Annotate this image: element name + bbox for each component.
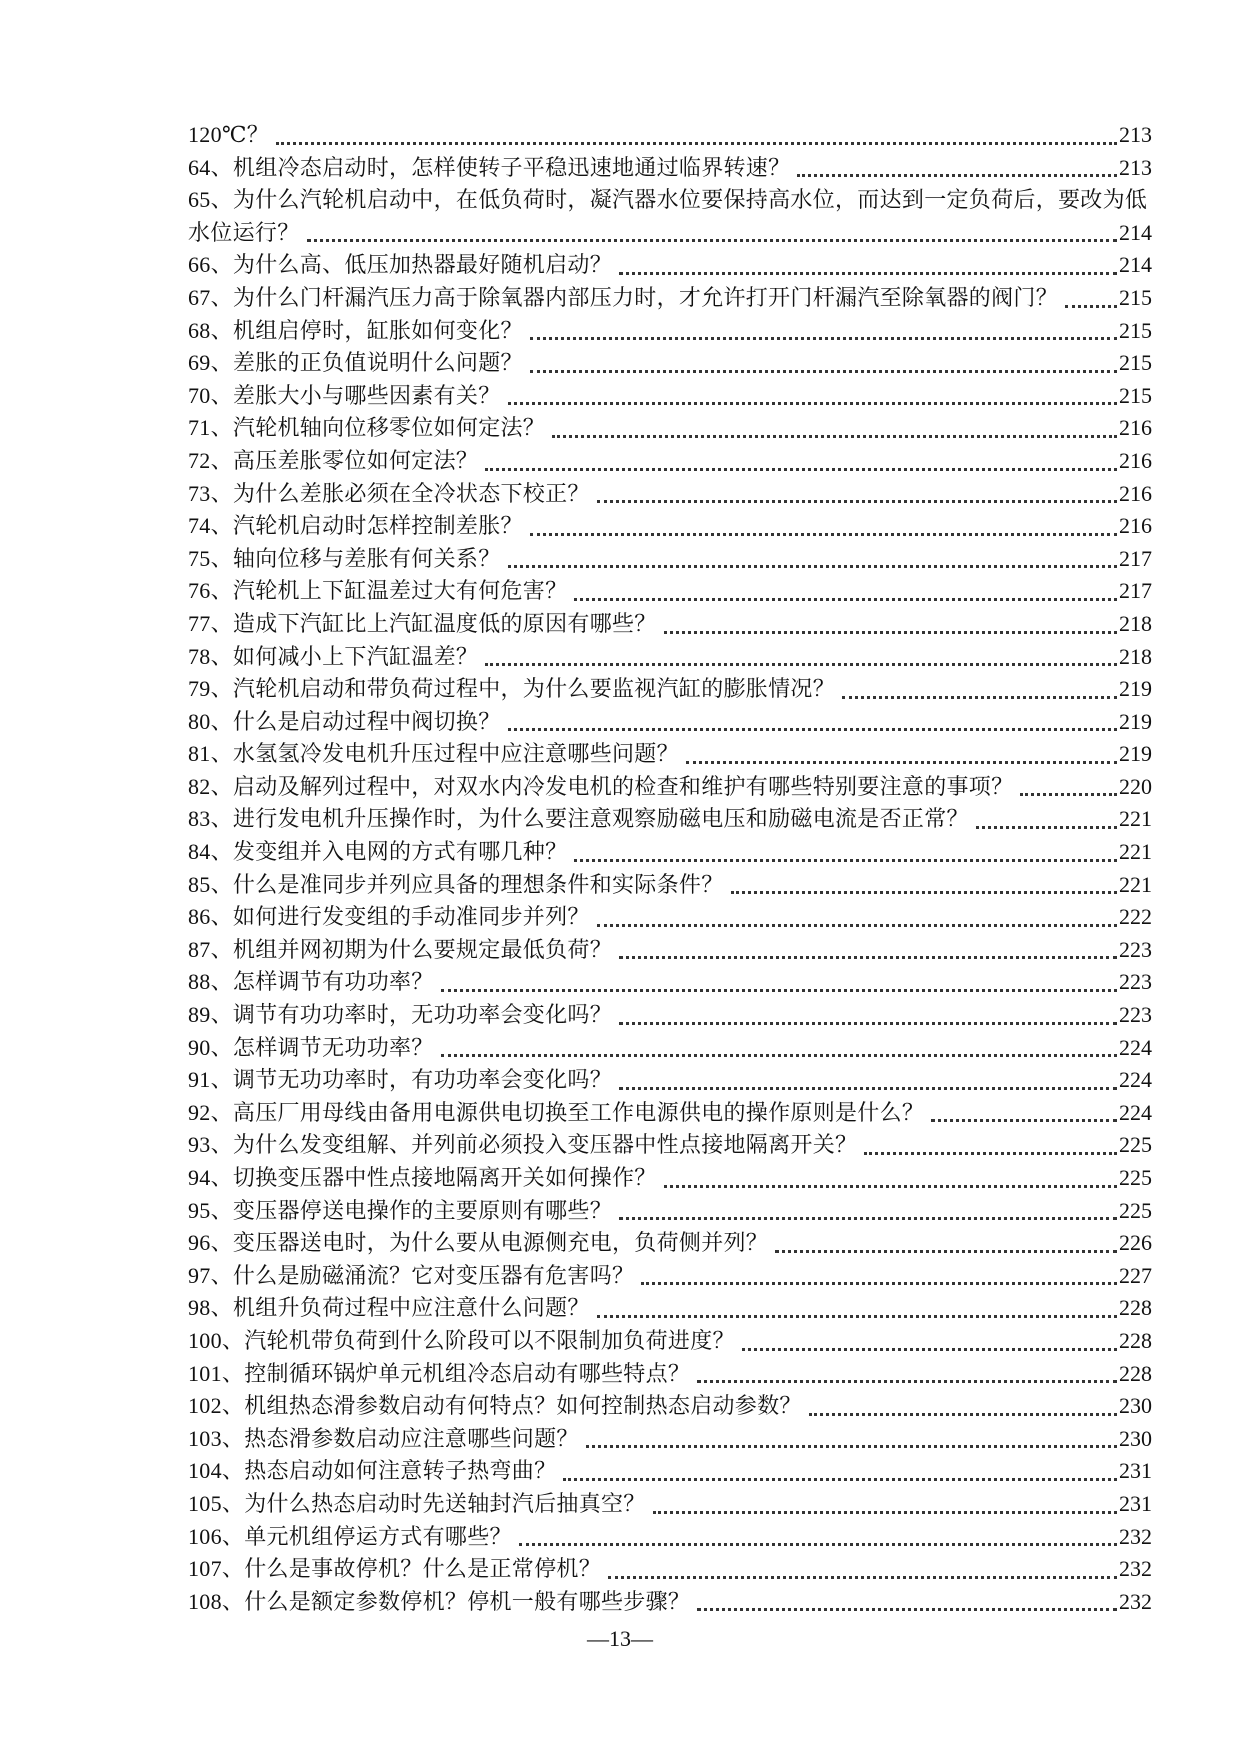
dot-leader [563,1478,1117,1481]
toc-entry-text: 98、机组升负荷过程中应注意什么问题？ [188,1295,590,1321]
toc-entry-text: 83、进行发电机升压操作时，为什么要注意观察励磁电压和励磁电流是否正常？ [188,806,969,832]
toc-entry-text: 94、切换变压器中性点接地隔离开关如何操作？ [188,1165,657,1190]
toc-page-number: 228 [1119,1327,1152,1353]
toc-entry [188,966,1152,999]
toc-entry [188,1260,1152,1293]
dot-leader [619,1217,1117,1220]
toc-entry [188,1423,1152,1456]
toc-entry [188,1325,1152,1358]
dot-leader [619,272,1117,275]
toc-entry [188,184,1152,217]
toc-entry [188,641,1152,674]
dot-leader [664,631,1117,634]
toc-entry [188,608,1152,641]
toc-entry-text: 104、热态启动如何注意转子热弯曲？ [188,1458,557,1484]
dot-leader [530,370,1117,373]
toc-page-number: 213 [1119,122,1152,147]
toc-page-number: 216 [1119,513,1152,539]
toc-page-number: 230 [1119,1425,1152,1451]
toc-entry [188,119,1152,152]
dot-leader [619,1087,1117,1090]
dot-leader [508,565,1117,568]
toc-page-number: 224 [1119,1067,1152,1093]
toc-page-number: 214 [1119,219,1152,245]
toc-page-number: 219 [1119,708,1152,734]
toc-entry [188,836,1152,869]
toc-page-number: 231 [1119,1458,1152,1484]
toc-entry-text: 74、汽轮机启动时怎样控制差胀？ [188,513,523,539]
toc-page-number: 226 [1119,1230,1152,1256]
toc-page-number: 216 [1119,415,1152,441]
toc-page-number: 219 [1119,676,1152,702]
toc-page-number: 232 [1119,1588,1152,1614]
toc-entry [188,380,1152,413]
toc-page-number: 215 [1119,382,1152,408]
dot-leader [731,891,1117,894]
dot-leader [485,468,1117,471]
dot-leader [697,1608,1117,1611]
dot-leader [519,1543,1117,1546]
dot-leader [976,826,1117,829]
toc-entry-text: 87、机组并网初期为什么要规定最低负荷？ [188,936,613,962]
toc-page-number: 232 [1119,1523,1152,1549]
toc-page-number: 215 [1119,350,1152,376]
toc-entry [188,673,1152,706]
dot-leader [552,435,1117,438]
toc-entry-text: 77、造成下汽缸比上汽缸温度低的原因有哪些？ [188,610,657,636]
toc-entry [188,1488,1152,1521]
toc-page-number: 216 [1119,447,1152,473]
toc-entry [188,315,1152,348]
toc-entry-text: 水位运行？ [188,219,300,245]
toc-entry [188,1586,1152,1619]
toc-entry-text: 85、什么是准同步并列应具备的理想条件和实际条件？ [188,871,724,897]
toc-entry [188,771,1152,804]
toc-entry-text: 79、汽轮机启动和带负荷过程中，为什么要监视汽缸的膨胀情况？ [188,676,836,702]
toc-entry [188,510,1152,543]
dot-leader [619,1022,1117,1025]
toc-page-number: 232 [1119,1556,1152,1582]
toc-entry [188,249,1152,282]
dot-leader [809,1413,1117,1416]
toc-entry-text: 103、热态滑参数启动应注意哪些问题？ [188,1425,579,1451]
toc-page-number: 223 [1119,969,1152,995]
dot-leader [530,533,1117,536]
toc-entry [188,282,1152,315]
toc-entry-text: 107、什么是事故停机？什么是正常停机？ [188,1556,602,1582]
toc-page-number: 218 [1119,610,1152,636]
toc-page-number: 228 [1119,1360,1152,1386]
toc-entry [188,803,1152,836]
dot-leader [608,1576,1117,1579]
dot-leader [842,696,1117,699]
toc-entry-text: 64、机组冷态启动时，怎样使转子平稳迅速地通过临界转速？ [188,154,791,180]
dot-leader [686,761,1117,764]
dot-leader [574,598,1117,601]
dot-leader [797,174,1117,177]
toc-entry [188,1292,1152,1325]
page-footer-number: —13— [587,1626,653,1651]
dot-leader [485,663,1117,666]
toc-entry [188,412,1152,445]
dot-leader [619,956,1117,959]
dot-leader [597,924,1117,927]
dot-leader [1065,305,1117,308]
toc-entry-text: 66、为什么高、低压加热器最好随机启动？ [188,252,613,278]
toc-entry-text: 65、为什么汽轮机启动中，在低负荷时，凝汽器水位要保持高水位，而达到一定负荷后，要改为低 [188,187,1148,213]
toc-entry-text: 93、为什么发变组解、并列前必须投入变压器中性点接地隔离开关？ [188,1132,858,1158]
toc-entry [188,1064,1152,1097]
toc-entry [188,1162,1152,1195]
toc-page-number: 225 [1119,1132,1152,1158]
toc-entry-text: 86、如何进行发变组的手动准同步并列？ [188,904,590,930]
toc-page-number: 225 [1119,1197,1152,1223]
toc-entry [188,347,1152,380]
toc-page-number: 215 [1119,317,1152,343]
dot-leader [441,989,1117,992]
toc-entry-text: 69、差胀的正负值说明什么问题？ [188,350,523,376]
toc-entry-text: 106、单元机组停运方式有哪些？ [188,1523,512,1549]
dot-leader [697,1380,1117,1383]
toc-entry [188,999,1152,1032]
toc-entry-text: 108、什么是额定参数停机？停机一般有哪些步骤？ [188,1588,691,1614]
dot-leader [931,1119,1117,1122]
toc-page-number: 231 [1119,1490,1152,1516]
toc-entry [188,1358,1152,1391]
dot-leader [574,859,1117,862]
toc-entry-text: 97、什么是励磁涌流？它对变压器有危害吗？ [188,1262,635,1288]
toc-entry [188,1129,1152,1162]
dot-leader [597,500,1117,503]
toc-entry [188,1227,1152,1260]
toc-entry-text: 71、汽轮机轴向位移零位如何定法？ [188,415,546,441]
toc-page-number: 223 [1119,936,1152,962]
dot-leader [508,402,1117,405]
toc-entry-text: 73、为什么差胀必须在全冷状态下校正？ [188,480,590,506]
dot-leader [508,728,1117,731]
toc-page-number: 223 [1119,1002,1152,1028]
toc-entry-text: 76、汽轮机上下缸温差过大有何危害？ [188,578,568,604]
toc-entry-text: 88、怎样调节有功功率？ [188,969,434,995]
toc-entry [188,152,1152,185]
dot-leader [742,1348,1117,1351]
toc-entry-text: 68、机组启停时，缸胀如何变化？ [188,317,523,343]
toc-entry-text: 84、发变组并入电网的方式有哪几种？ [188,839,568,865]
toc-entry [188,1390,1152,1423]
toc-entry [188,575,1152,608]
toc-entry [188,1097,1152,1130]
toc-entry-text: 80、什么是启动过程中阀切换？ [188,708,501,734]
toc-page-number: 224 [1119,1034,1152,1060]
toc-entry-text: 105、为什么热态启动时先送轴封汽后抽真空？ [188,1490,646,1516]
toc-entry [188,869,1152,902]
toc-entry-text: 78、如何减小上下汽缸温差？ [188,643,479,669]
toc-entry [188,445,1152,478]
toc-entry-text: 100、汽轮机带负荷到什么阶段可以不限制加负荷进度？ [188,1327,735,1353]
toc-entry [188,1455,1152,1488]
toc-entry-text: 75、轴向位移与差胀有何关系？ [188,545,501,571]
toc-page-number: 230 [1119,1393,1152,1419]
toc-entry-text: 120℃？ [188,122,270,147]
toc-entry-text: 72、高压差胀零位如何定法？ [188,447,479,473]
dot-leader [653,1511,1117,1514]
toc-entry-text: 91、调节无功功率时，有功功率会变化吗？ [188,1067,613,1093]
toc-page-number: 217 [1119,545,1152,571]
toc-entry-text: 102、机组热态滑参数启动有何特点？如何控制热态启动参数？ [188,1393,802,1419]
toc-entry-text: 81、水氢氢冷发电机升压过程中应注意哪些问题？ [188,741,679,767]
toc-page-number: 218 [1119,643,1152,669]
dot-leader [641,1282,1117,1285]
toc-entry [188,738,1152,771]
dot-leader [597,1315,1117,1318]
dot-leader [664,1185,1117,1188]
toc-entry-text: 82、启动及解列过程中，对双水内冷发电机的检查和维护有哪些特别要注意的事项？ [188,773,1014,799]
toc-entry-text: 96、变压器送电时，为什么要从电源侧充电，负荷侧并列？ [188,1230,769,1256]
table-of-contents [188,119,1152,1618]
toc-page-number: 221 [1119,871,1152,897]
toc-entry [188,901,1152,934]
toc-entry-text: 89、调节有功功率时，无功功率会变化吗？ [188,1002,613,1028]
toc-page-number: 215 [1119,284,1152,310]
dot-leader [441,1054,1117,1057]
toc-entry [188,543,1152,576]
toc-page-number: 224 [1119,1099,1152,1125]
dot-leader [276,142,1117,145]
toc-page-number: 217 [1119,578,1152,604]
toc-page-number: 219 [1119,741,1152,767]
toc-entry [188,934,1152,967]
toc-page-number: 222 [1119,904,1152,930]
dot-leader [530,337,1117,340]
toc-page-number: 221 [1119,806,1152,832]
toc-entry-text: 67、为什么门杆漏汽压力高于除氧器内部压力时，才允许打开门杆漏汽至除氧器的阀门？ [188,284,1059,310]
toc-page-number: 214 [1119,252,1152,278]
toc-page-number: 228 [1119,1295,1152,1321]
dot-leader [1020,793,1117,796]
dot-leader [864,1152,1117,1155]
toc-entry-text: 92、高压厂用母线由备用电源供电切换至工作电源供电的操作原则是什么？ [188,1099,925,1125]
toc-page-number: 216 [1119,480,1152,506]
toc-entry [188,1195,1152,1228]
dot-leader [586,1445,1117,1448]
toc-entry-text: 101、控制循环锅炉单元机组冷态启动有哪些特点？ [188,1360,691,1386]
toc-entry [188,706,1152,739]
toc-page-number: 221 [1119,839,1152,865]
toc-entry [188,1553,1152,1586]
toc-page-number: 227 [1119,1262,1152,1288]
toc-entry [188,1521,1152,1554]
dot-leader [775,1250,1117,1253]
toc-entry [188,1032,1152,1065]
toc-page-number: 220 [1119,773,1152,799]
toc-entry [188,217,1152,250]
toc-entry-text: 90、怎样调节无功功率？ [188,1034,434,1060]
toc-page-number: 213 [1119,154,1152,180]
toc-entry-text: 70、差胀大小与哪些因素有关？ [188,382,501,408]
dot-leader [307,239,1117,242]
toc-page-number: 225 [1119,1165,1152,1190]
toc-entry [188,478,1152,511]
toc-entry-text: 95、变压器停送电操作的主要原则有哪些？ [188,1197,613,1223]
